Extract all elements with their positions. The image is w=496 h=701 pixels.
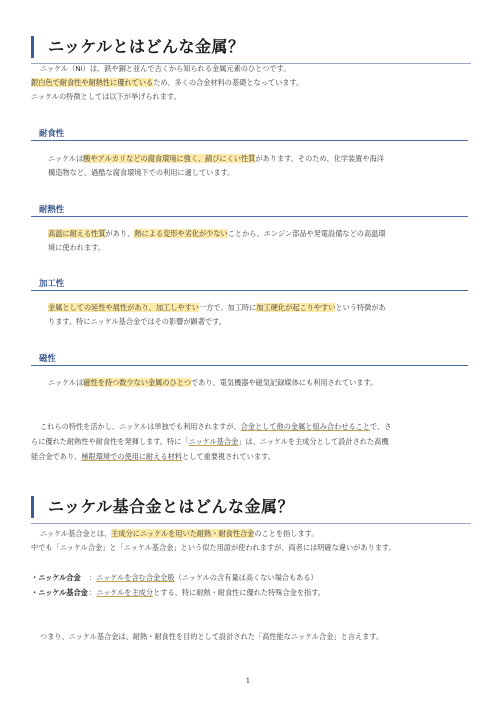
conclusion-line: つまり、ニッケル基合金は、耐熱・耐食性を目的として設計された「高性能なニッケル合金」と言えます。 [40,632,384,641]
underlined-text: 極限環境での使用に耐える材料 [81,452,182,461]
alloy-line-1 [40,527,318,540]
summary-line-1 [40,420,391,433]
text: 」は、ニッケルを主成分として設計された高機 [238,437,389,446]
feature-corrosion-line-2: 構造物など、過酷な腐食環境下での利用に適しています。 [48,168,235,177]
text: で、さ [370,422,392,431]
highlight: 高温に耐える性質 [48,229,106,238]
intro-line-3: ニッケルの特徴としては以下が挙げられます。 [31,92,181,101]
summary-line-3 [31,450,275,463]
highlight: 磁性を持つ数少ない金属のひとつ [83,378,191,387]
feature-heading-heat: 耐熱性 [31,203,468,217]
section-heading-nickel: ニッケルとはどんな金属？ [31,36,471,58]
text: ニッケル基合金とは、 [40,529,112,538]
text: ニッケルは [48,154,84,163]
underlined-text: ニッケルを主成分 [96,588,154,597]
feature-workability-line-1 [48,301,386,314]
separator: ： [89,573,97,582]
text: ニッケルは [48,378,84,387]
intro-line-1: ニッケル（Ni）は、鉄や銅と並んで古くから知られる金属元素のひとつです。 [40,64,291,73]
feature-magnetism-line-1 [48,376,377,389]
text: ため、多くの合金材料の基礎となっています。 [153,78,304,87]
separator: ： [89,588,97,597]
highlight: 銀白色で耐食性や耐熱性に優れている [31,78,154,87]
text: らに優れた耐熱性や耐食性を発揮します。特に「 [31,437,189,446]
feature-heading-magnetism: 磁性 [31,352,468,366]
feature-heading-workability: 加工性 [31,277,468,291]
text: として重要視されています。 [181,452,275,461]
text: であり、電気機器や磁気記録媒体にも利用されています。 [190,378,378,387]
underlined-text: ニッケル基合金 [188,437,239,446]
section-heading-nickel-alloy: ニッケル基合金とはどんな金属？ [31,496,471,518]
feature-corrosion-line-1 [48,152,384,165]
page-number: 1 [245,677,251,685]
text: があります。そのため、化学装置や海洋 [255,154,384,163]
definition-term: ・ニッケル基合金 [31,588,88,597]
alloy-line-2: 中でも「ニッケル合金」と「ニッケル基合金」という似た用語が使われますが、両者には明確な違いがあります。 [31,543,396,552]
underlined-text: ニッケルを含む合金全般 [96,573,175,582]
text: があり、 [105,229,135,238]
summary-line-2 [31,435,389,448]
feature-heat-line-2: 境に使われます。 [48,243,105,252]
text: （ニッケルの含有量は高くない場合もある） [174,573,318,582]
highlight: 金属としての延性や展性があり、加工しやすい [48,303,199,312]
text: という特徴があ [335,303,386,312]
text: 一方で、加工時に [198,303,257,312]
highlight: 主成分にニッケルを用いた耐熱・耐食性合金 [111,529,255,538]
text: とする、特に耐熱・耐食性に優れた特殊合金を指す。 [153,588,325,597]
text: ことから、エンジン部品や発電設備などの高温環 [227,229,386,238]
text: 能合金であり、 [31,452,82,461]
feature-workability-line-2: ります。特にニッケル基合金ではその影響が顕著です。 [48,317,226,326]
definition-term: ・ニッケル合金 [31,573,81,582]
text: のことを指します。 [254,529,319,538]
definition-nickel-base-alloy [31,586,325,599]
highlight: 熱による変形や劣化が少ない [134,229,228,238]
underlined-text: 合金として他の金属と組み合わせること [240,422,370,431]
highlight: 加工硬化が起こりやすい [256,303,336,312]
feature-heading-corrosion: 耐食性 [31,127,468,141]
feature-heat-line-1 [48,227,386,240]
definition-nickel-alloy [31,571,318,584]
intro-line-2 [31,76,303,89]
highlight: 酸やアルカリなどの腐食環境に強く、錆びにくい性質 [83,154,256,163]
text: これらの特性を活かし、ニッケルは単独でも利用されますが、 [40,422,241,431]
